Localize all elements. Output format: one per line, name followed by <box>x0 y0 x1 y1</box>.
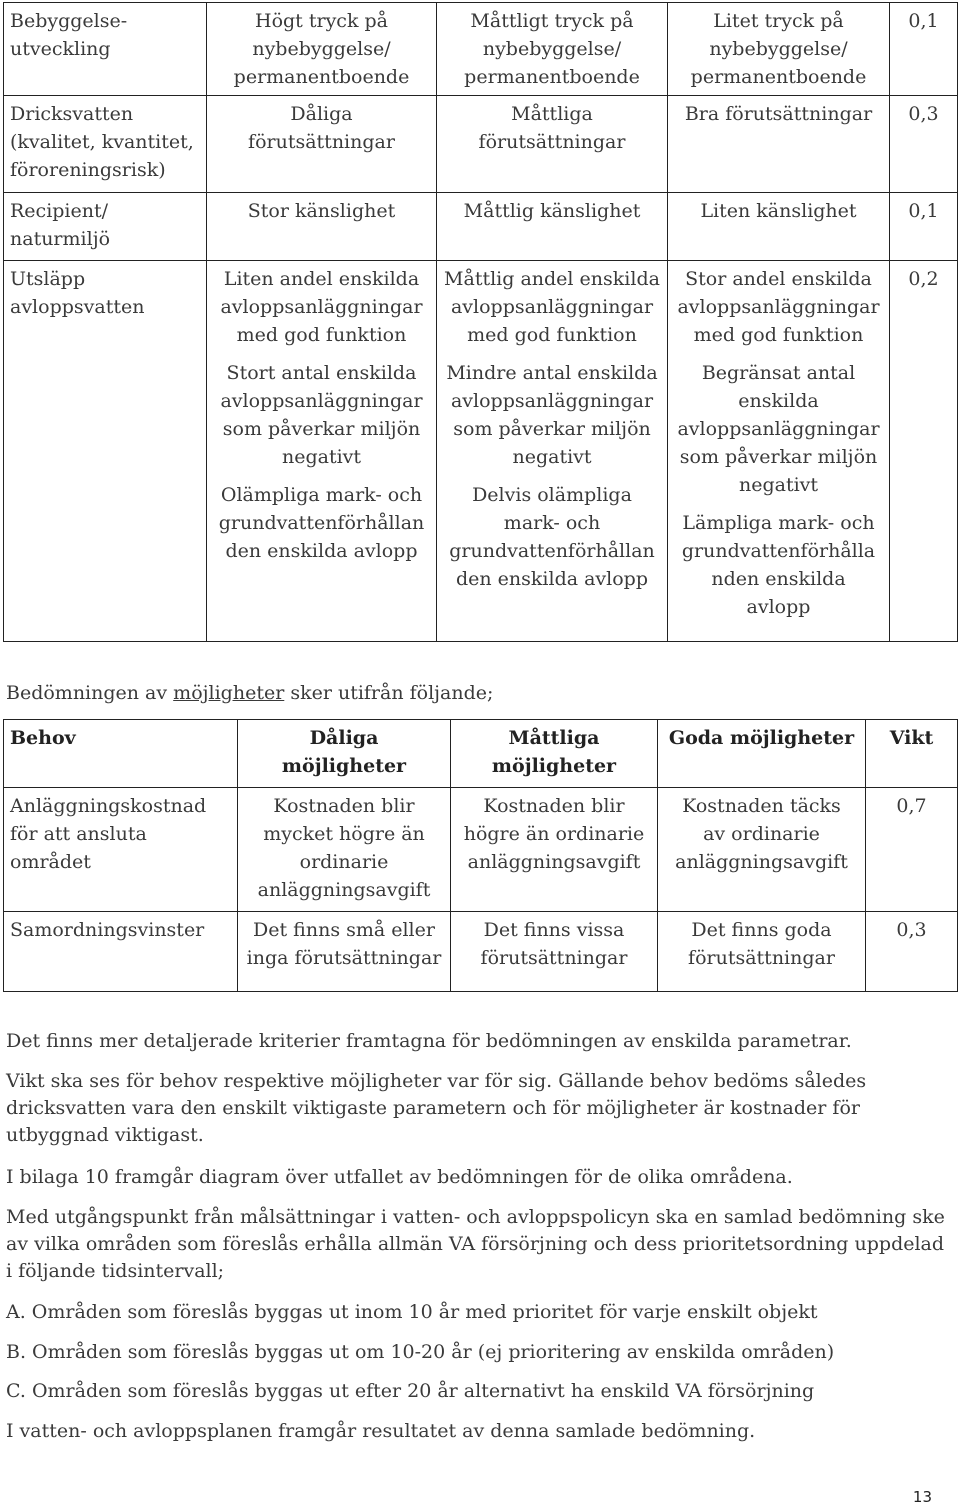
column-header: Dåliga möjligheter <box>238 720 451 788</box>
table-cell: Kostnaden täcks av ordinarie anläggningsavgift <box>658 788 866 912</box>
paragraph: I bilaga 10 framgår diagram över utfallet av bedömningen för de olika områdena. <box>6 1166 793 1188</box>
table-cell-mid: Måttligt tryck på nybebyggelse/ permanentboende <box>437 3 668 96</box>
row-label: Utsläpp avloppsvatten <box>4 261 207 642</box>
list-item: A. Områden som föreslås byggas ut inom 10 år med prioritet för varje enskilt objekt <box>6 1301 818 1323</box>
table-cell-mid: Måttlig känslighet <box>437 193 668 261</box>
row-label: Anläggningskostnad för att ansluta området <box>4 788 238 912</box>
table-row <box>4 912 958 992</box>
table-cell-mid <box>437 261 668 642</box>
needs-criteria-table <box>3 2 958 642</box>
table-row <box>4 96 958 193</box>
table-cell-low: Bra förutsättningar <box>668 96 890 193</box>
table-cell-weight: 0,3 <box>866 912 958 992</box>
page-number: 13 <box>912 1488 932 1506</box>
table-row <box>4 788 958 912</box>
row-label: Samordningsvinster <box>4 912 238 992</box>
paragraph: Det finns mer detaljerade kriterier framtagna för bedömningen av enskilda parametrar. <box>6 1030 852 1052</box>
table-row <box>4 261 958 642</box>
cell-text: Olämpliga mark- och grundvattenförhållan den enskilda avlopp <box>218 484 425 562</box>
caption-underlined: möjligheter <box>173 682 285 704</box>
column-header: Goda möjligheter <box>658 720 866 788</box>
column-header: Måttliga möjligheter <box>451 720 658 788</box>
table-cell-weight: 0,1 <box>890 3 958 96</box>
row-label: Dricksvatten (kvalitet, kvantitet, föroreningsrisk) <box>4 96 207 193</box>
cell-text: Måttlig andel enskilda avloppsanläggningar med god funktion <box>444 268 660 346</box>
cell-text: Stort antal enskilda avloppsanläggningar som påverkar miljön negativt <box>220 362 423 468</box>
list-item: B. Områden som föreslås byggas ut om 10-20 år (ej prioritering av enskilda områden) <box>6 1341 835 1363</box>
row-label: Bebyggelse- utveckling <box>4 3 207 96</box>
table-cell: Det finns vissa förutsättningar <box>451 912 658 992</box>
paragraph: Med utgångspunkt från målsättningar i vatten- och avloppspolicyn ska en samlad bedömning ske av vilka områden som föreslås erhålla allmän VA försörjning och dess prioritetsordning uppdelad i följande tidsintervall; <box>6 1206 945 1282</box>
table-cell-high: Dåliga förutsättningar <box>207 96 437 193</box>
cell-text: Begränsat antal enskilda avloppsanläggningar som påverkar miljön negativt <box>677 362 880 496</box>
table-cell: Kostnaden blir högre än ordinarie anläggningsavgift <box>451 788 658 912</box>
table-cell-weight: 0,3 <box>890 96 958 193</box>
cell-text: Mindre antal enskilda avloppsanläggningar som påverkar miljön negativt <box>446 362 658 468</box>
cell-text: Lämpliga mark- och grundvattenförhålla nden enskilda avlopp <box>681 512 876 618</box>
table-cell-weight: 0,1 <box>890 193 958 261</box>
table-cell-high: Högt tryck på nybebyggelse/ permanentboende <box>207 3 437 96</box>
column-header: Vikt <box>866 720 958 788</box>
table-row <box>4 3 958 96</box>
paragraph: I vatten- och avloppsplanen framgår resultatet av denna samlade bedömning. <box>6 1420 756 1442</box>
table-cell: Det finns goda förutsättningar <box>658 912 866 992</box>
row-label: Recipient/ naturmiljö <box>4 193 207 261</box>
table-cell: Det finns små eller inga förutsättningar <box>238 912 451 992</box>
paragraph: Vikt ska ses för behov respektive möjligheter var för sig. Gällande behov bedöms således dricksvatten vara den enskilt viktigaste parametern och för möjligheter är kostnader för utbyggnad viktigast. <box>6 1070 867 1146</box>
table-cell-low <box>668 261 890 642</box>
table-header-row <box>4 720 958 788</box>
table-cell-low: Liten känslighet <box>668 193 890 261</box>
cell-text: Liten andel enskilda avloppsanläggningar med god funktion <box>220 268 423 346</box>
table-row <box>4 193 958 261</box>
table-cell-low: Litet tryck på nybebyggelse/ permanentboende <box>668 3 890 96</box>
section-caption <box>6 679 493 707</box>
cell-text: Stor andel enskilda avloppsanläggningar med god funktion <box>677 268 880 346</box>
table-cell: Kostnaden blir mycket högre än ordinarie anläggningsavgift <box>238 788 451 912</box>
column-header: Behov <box>4 720 238 788</box>
table-cell-high <box>207 261 437 642</box>
table-cell-high: Stor känslighet <box>207 193 437 261</box>
caption-suffix: sker utifrån följande; <box>284 682 494 704</box>
list-item: C. Områden som föreslås byggas ut efter 20 år alternativt ha enskild VA försörjning <box>6 1380 815 1402</box>
cell-text: Delvis olämpliga mark- och grundvattenförhållan den enskilda avlopp <box>449 484 655 590</box>
caption-prefix: Bedömningen av <box>6 682 174 704</box>
possibilities-criteria-table <box>3 719 958 992</box>
table-cell-weight: 0,2 <box>890 261 958 642</box>
table-cell-weight: 0,7 <box>866 788 958 912</box>
table-cell-mid: Måttliga förutsättningar <box>437 96 668 193</box>
